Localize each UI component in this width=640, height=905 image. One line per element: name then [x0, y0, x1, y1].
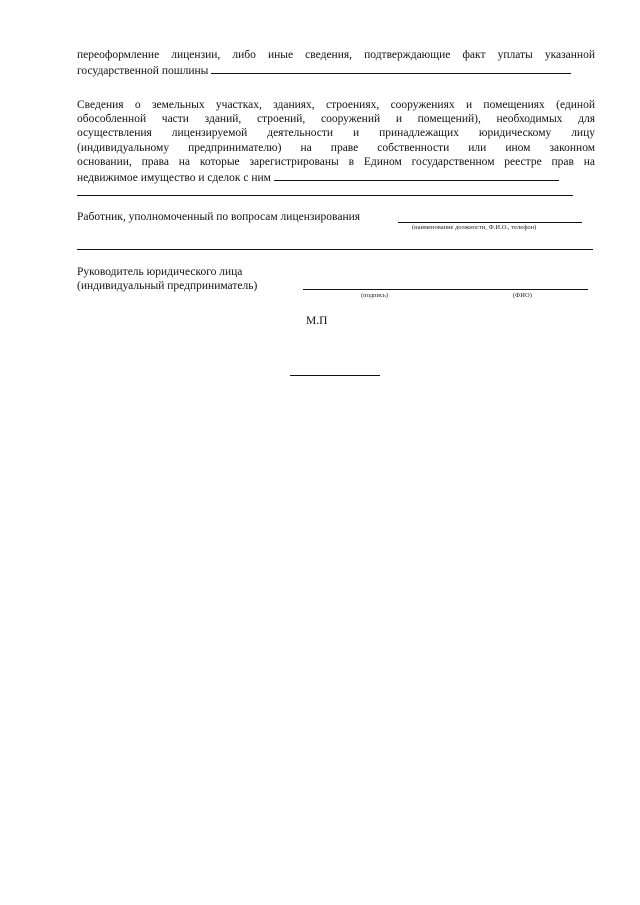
fee-line-1: переоформление лицензии, либо иные сведения, подтверждающие факт уплаты указанной: [77, 49, 595, 61]
worker-caption: (наименование должности, Ф.И.О., телефон): [412, 224, 537, 231]
separator-line: [77, 249, 593, 250]
land-line-6: [77, 169, 595, 185]
land-fill-line[interactable]: [274, 169, 559, 181]
name-caption: (ФИО): [513, 292, 532, 299]
land-fill-line-2[interactable]: [77, 195, 573, 196]
land-line-3: осуществления лицензируемой деятельности и принадлежащих юридическому лицу: [77, 127, 595, 140]
land-line-2: обособленной части зданий, строений, сооружений и помещений), необходимых для: [77, 113, 595, 126]
fee-line-2: [77, 62, 595, 78]
end-rule: [290, 375, 380, 376]
head-label-line-2: (индивидуальный предприниматель): [77, 280, 258, 292]
worker-fill-line[interactable]: [398, 222, 582, 223]
fee-line-2-text: государственной пошлины: [77, 65, 209, 78]
signature-caption: (подпись): [361, 292, 388, 299]
land-paragraph: [77, 98, 595, 185]
land-line-6-text: недвижимое имущество и сделок с ним: [77, 172, 271, 185]
fee-paragraph: [77, 48, 595, 78]
head-label-line-1: Руководитель юридического лица: [77, 266, 243, 278]
fee-fill-line[interactable]: [211, 62, 571, 74]
signature-fill-line[interactable]: [303, 289, 588, 290]
worker-label: Работник, уполномоченный по вопросам лицензирования: [77, 211, 361, 223]
stamp-label: М.П: [306, 315, 328, 327]
land-line-5: основании, права на которые зарегистрированы в Едином государственном реестре прав на: [77, 155, 595, 168]
land-line-4: (индивидуальному предпринимателю) на праве собственности или ином законном: [77, 141, 595, 154]
land-line-1: Сведения о земельных участках, зданиях, строениях, сооружениях и помещениях (единой: [77, 99, 595, 111]
